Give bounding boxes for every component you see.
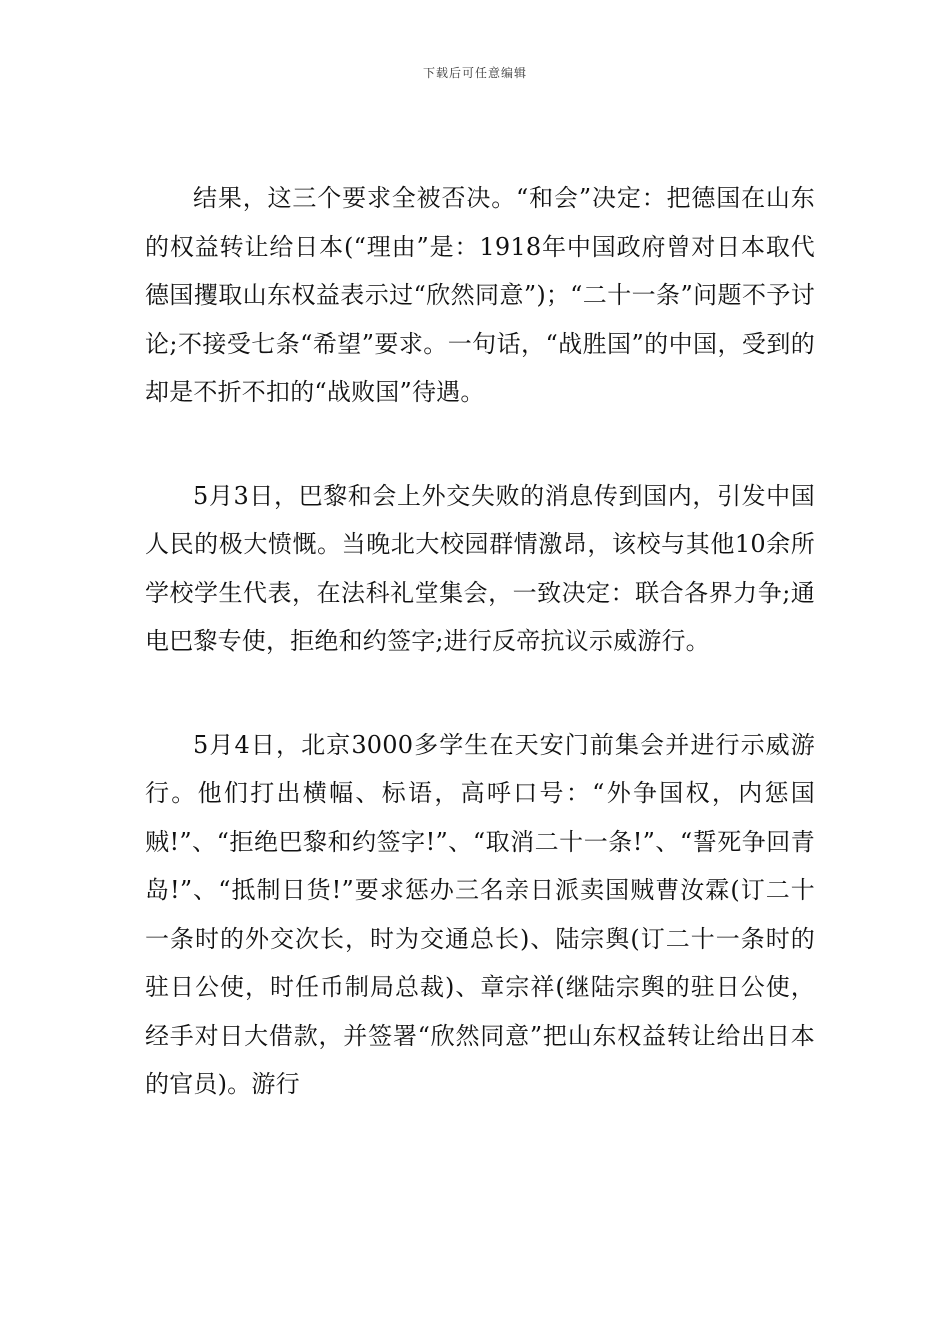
- document-body: [145, 174, 815, 1109]
- paragraph-1: 结果，这三个要求全被否决。“和会”决定：把德国在山东的权益转让给日本(“理由”是：1918年中国政府曾对日本取代德国攫取山东权益表示过“欣然同意”)；“二十一条”问题不予讨论;不接受七条“希望”要求。一句话，“战胜国”的中国，受到的却是不折不扣的“战败国”待遇。: [145, 184, 815, 406]
- page-header-note: 下载后可任意编辑: [422, 66, 527, 80]
- paragraph-3: 5月4日，北京3000多学生在天安门前集会并进行示威游行。他们打出横幅、标语，高呼口号：“外争国权，内惩国贼!”、“拒绝巴黎和约签字!”、“取消二十一条!”、“誓死争回青岛!”、“抵制日货!”要求惩办三名亲日派卖国贼曹汝霖(订二十一条时的外交次长，时为交通总长)、陆宗舆(订二十一条时的驻日公使，时任币制局总裁)、章宗祥(继陆宗舆的驻日公使，经手对日大借款，并签署“欣然同意”把山东权益转让给出日本的官员)。游行: [145, 730, 815, 1098]
- paragraph-2: 5月3日，巴黎和会上外交失败的消息传到国内，引发中国人民的极大愤慨。当晚北大校园群情激昂，该校与其他10余所学校学生代表，在法科礼堂集会，一致决定：联合各界力争;通电巴黎专使，拒绝和约签字;进行反帝抗议示威游行。: [145, 481, 815, 655]
